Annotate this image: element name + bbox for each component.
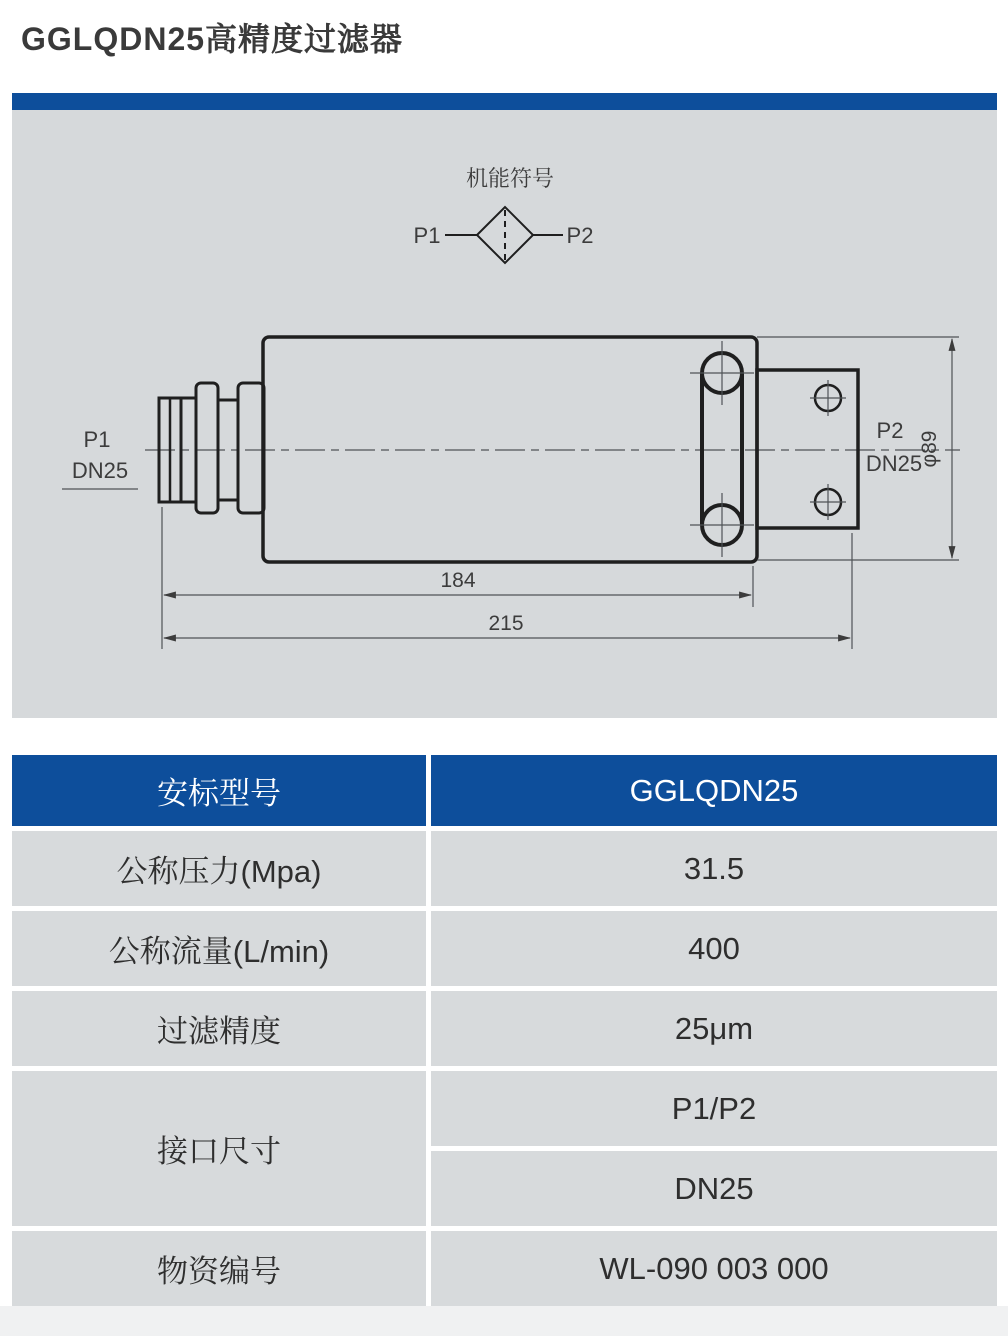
row-label-port-size: 接口尺寸 xyxy=(12,1071,431,1226)
row-value-port-dn: DN25 xyxy=(431,1151,997,1226)
outlet-port-size: DN25 xyxy=(865,451,923,476)
table-row xyxy=(12,831,997,906)
drawing-panel xyxy=(12,93,997,718)
row-label-material-no: 物资编号 xyxy=(12,1231,431,1306)
symbol-port-p2-label: P2 xyxy=(566,223,594,248)
table-header-row xyxy=(12,755,997,826)
row-label-flow: 公称流量(L/min) xyxy=(12,911,431,986)
filter-symbol-icon xyxy=(445,207,563,263)
body-slot xyxy=(690,341,754,557)
bottom-band xyxy=(0,1306,1008,1336)
table-row xyxy=(12,911,997,986)
table-row xyxy=(12,1231,997,1306)
dimension-total-length-text: 215 xyxy=(488,612,524,635)
outlet-flange xyxy=(757,370,858,528)
page-title: GGLQDN25高精度过滤器 xyxy=(21,21,404,57)
dimension-total-length xyxy=(164,533,852,649)
row-label-pressure: 公称压力(Mpa) xyxy=(12,831,431,906)
row-value-port-names: P1/P2 xyxy=(431,1071,997,1146)
outlet-port-label: P2 xyxy=(876,418,904,443)
header-value: GGLQDN25 xyxy=(629,772,799,808)
row-value-precision: 25μm xyxy=(674,1010,754,1046)
row-value-material-no: WL-090 003 000 xyxy=(599,1250,829,1286)
table-row xyxy=(12,991,997,1066)
dimension-body-length-text: 184 xyxy=(440,569,476,592)
spec-table xyxy=(12,755,997,1306)
technical-drawing xyxy=(12,93,997,718)
dimension-body-length xyxy=(162,507,753,649)
header-label: 安标型号 xyxy=(12,755,431,826)
inlet-fitting xyxy=(159,383,264,513)
row-label-precision: 过滤精度 xyxy=(12,991,431,1066)
row-value-flow: 400 xyxy=(688,930,740,966)
symbol-title: 机能符号 xyxy=(465,166,555,191)
dimension-diameter-text: φ89 xyxy=(918,430,941,468)
inlet-port-label: P1 xyxy=(83,427,111,452)
table-row-port-size xyxy=(12,1071,997,1226)
inlet-port-size: DN25 xyxy=(71,458,129,483)
row-value-pressure: 31.5 xyxy=(683,850,745,886)
symbol-port-p1-label: P1 xyxy=(413,223,441,248)
